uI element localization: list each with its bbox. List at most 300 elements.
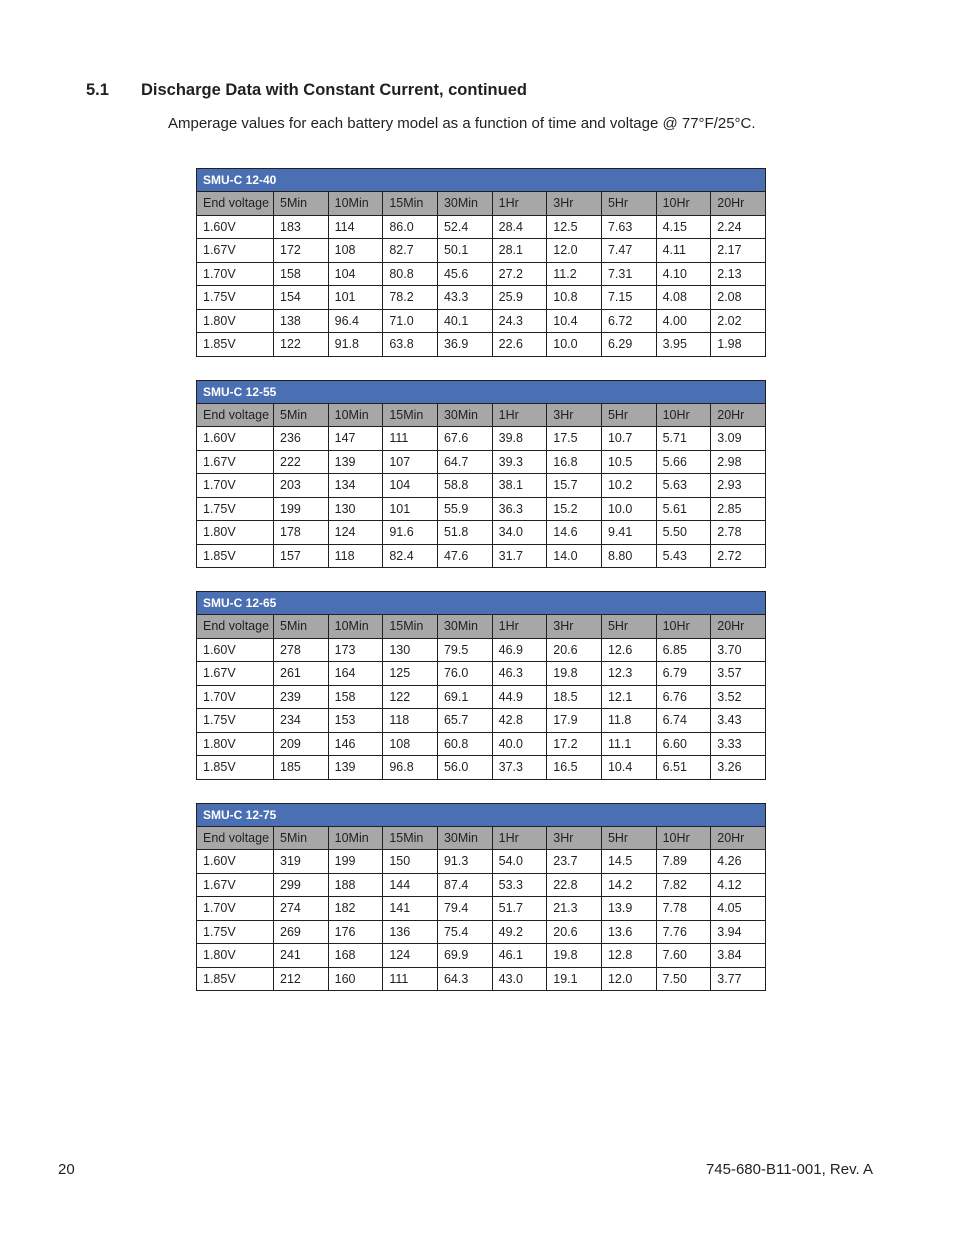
end-voltage-cell: 1.80V	[197, 521, 274, 545]
table-row	[197, 732, 766, 756]
column-header: 10Hr	[656, 403, 711, 427]
amperage-cell: 2.78	[711, 521, 766, 545]
amperage-cell: 3.52	[711, 685, 766, 709]
amperage-cell: 10.4	[601, 756, 656, 780]
discharge-table	[196, 803, 766, 992]
amperage-cell: 160	[328, 967, 383, 991]
table-row	[197, 474, 766, 498]
amperage-cell: 19.8	[547, 944, 602, 968]
amperage-cell: 3.84	[711, 944, 766, 968]
table-row	[197, 944, 766, 968]
amperage-cell: 209	[274, 732, 329, 756]
end-voltage-cell: 1.70V	[197, 897, 274, 921]
amperage-cell: 4.15	[656, 215, 711, 239]
amperage-cell: 3.26	[711, 756, 766, 780]
amperage-cell: 3.70	[711, 638, 766, 662]
amperage-cell: 46.1	[492, 944, 547, 968]
amperage-cell: 274	[274, 897, 329, 921]
column-header: 3Hr	[547, 615, 602, 639]
amperage-cell: 79.5	[437, 638, 492, 662]
amperage-cell: 17.5	[547, 427, 602, 451]
amperage-cell: 36.3	[492, 497, 547, 521]
amperage-cell: 64.7	[437, 450, 492, 474]
column-header: 3Hr	[547, 192, 602, 216]
amperage-cell: 7.89	[656, 850, 711, 874]
column-header: 10Hr	[656, 826, 711, 850]
amperage-cell: 7.47	[601, 239, 656, 263]
section-title: Discharge Data with Constant Current, continued	[141, 81, 527, 99]
column-header: 3Hr	[547, 826, 602, 850]
amperage-cell: 138	[274, 309, 329, 333]
amperage-cell: 3.94	[711, 920, 766, 944]
table-header-row	[197, 826, 766, 850]
amperage-cell: 139	[328, 756, 383, 780]
amperage-cell: 91.8	[328, 333, 383, 357]
column-header: 30Min	[437, 403, 492, 427]
end-voltage-cell: 1.67V	[197, 873, 274, 897]
amperage-cell: 203	[274, 474, 329, 498]
column-header: 20Hr	[711, 826, 766, 850]
column-header: 5Min	[274, 192, 329, 216]
amperage-cell: 20.6	[547, 638, 602, 662]
amperage-cell: 146	[328, 732, 383, 756]
end-voltage-cell: 1.70V	[197, 262, 274, 286]
discharge-table	[196, 168, 766, 357]
page-number: 20	[58, 1161, 75, 1178]
amperage-cell: 6.79	[656, 662, 711, 686]
amperage-cell: 136	[383, 920, 438, 944]
amperage-cell: 111	[383, 427, 438, 451]
discharge-table	[196, 591, 766, 780]
amperage-cell: 67.6	[437, 427, 492, 451]
table-row	[197, 685, 766, 709]
table-model-name: SMU-C 12-75	[197, 803, 766, 826]
amperage-cell: 12.1	[601, 685, 656, 709]
end-voltage-cell: 1.67V	[197, 662, 274, 686]
amperage-cell: 2.98	[711, 450, 766, 474]
amperage-cell: 19.1	[547, 967, 602, 991]
amperage-cell: 6.72	[601, 309, 656, 333]
amperage-cell: 31.7	[492, 544, 547, 568]
end-voltage-cell: 1.75V	[197, 497, 274, 521]
amperage-cell: 14.6	[547, 521, 602, 545]
amperage-cell: 134	[328, 474, 383, 498]
amperage-cell: 6.29	[601, 333, 656, 357]
column-header: 30Min	[437, 192, 492, 216]
amperage-cell: 15.7	[547, 474, 602, 498]
amperage-cell: 5.66	[656, 450, 711, 474]
table-title-row	[197, 803, 766, 826]
table-row	[197, 497, 766, 521]
amperage-cell: 6.74	[656, 709, 711, 733]
amperage-cell: 299	[274, 873, 329, 897]
section-number: 5.1	[86, 81, 109, 99]
amperage-cell: 12.0	[601, 967, 656, 991]
amperage-cell: 63.8	[383, 333, 438, 357]
table-header-row	[197, 192, 766, 216]
amperage-cell: 239	[274, 685, 329, 709]
amperage-cell: 7.78	[656, 897, 711, 921]
amperage-cell: 5.61	[656, 497, 711, 521]
amperage-cell: 130	[383, 638, 438, 662]
amperage-cell: 164	[328, 662, 383, 686]
amperage-cell: 168	[328, 944, 383, 968]
table-row	[197, 544, 766, 568]
amperage-cell: 278	[274, 638, 329, 662]
column-header: 10Hr	[656, 192, 711, 216]
amperage-cell: 16.5	[547, 756, 602, 780]
column-header: 20Hr	[711, 403, 766, 427]
amperage-cell: 52.4	[437, 215, 492, 239]
end-voltage-cell: 1.67V	[197, 239, 274, 263]
end-voltage-cell: 1.85V	[197, 544, 274, 568]
amperage-cell: 4.08	[656, 286, 711, 310]
amperage-cell: 7.50	[656, 967, 711, 991]
column-header: End voltage	[197, 403, 274, 427]
amperage-cell: 5.50	[656, 521, 711, 545]
table-title-row	[197, 380, 766, 403]
table-row	[197, 427, 766, 451]
amperage-cell: 40.0	[492, 732, 547, 756]
amperage-cell: 44.9	[492, 685, 547, 709]
amperage-cell: 150	[383, 850, 438, 874]
end-voltage-cell: 1.80V	[197, 732, 274, 756]
amperage-cell: 11.2	[547, 262, 602, 286]
column-header: End voltage	[197, 615, 274, 639]
amperage-cell: 51.7	[492, 897, 547, 921]
amperage-cell: 114	[328, 215, 383, 239]
amperage-cell: 10.2	[601, 474, 656, 498]
amperage-cell: 3.33	[711, 732, 766, 756]
amperage-cell: 7.63	[601, 215, 656, 239]
amperage-cell: 212	[274, 967, 329, 991]
column-header: 1Hr	[492, 403, 547, 427]
amperage-cell: 173	[328, 638, 383, 662]
amperage-cell: 87.4	[437, 873, 492, 897]
amperage-cell: 2.08	[711, 286, 766, 310]
column-header: 10Hr	[656, 615, 711, 639]
amperage-cell: 13.6	[601, 920, 656, 944]
amperage-cell: 7.76	[656, 920, 711, 944]
amperage-cell: 11.8	[601, 709, 656, 733]
amperage-cell: 185	[274, 756, 329, 780]
amperage-cell: 154	[274, 286, 329, 310]
amperage-cell: 75.4	[437, 920, 492, 944]
column-header: 5Min	[274, 615, 329, 639]
column-header: 5Hr	[601, 403, 656, 427]
amperage-cell: 101	[328, 286, 383, 310]
table-row	[197, 756, 766, 780]
amperage-cell: 23.7	[547, 850, 602, 874]
amperage-cell: 13.9	[601, 897, 656, 921]
amperage-cell: 47.6	[437, 544, 492, 568]
amperage-cell: 17.2	[547, 732, 602, 756]
amperage-cell: 18.5	[547, 685, 602, 709]
amperage-cell: 10.0	[601, 497, 656, 521]
table-row	[197, 662, 766, 686]
amperage-cell: 183	[274, 215, 329, 239]
amperage-cell: 60.8	[437, 732, 492, 756]
table-row	[197, 262, 766, 286]
amperage-cell: 4.10	[656, 262, 711, 286]
amperage-cell: 236	[274, 427, 329, 451]
amperage-cell: 10.0	[547, 333, 602, 357]
column-header: 5Hr	[601, 826, 656, 850]
amperage-cell: 69.1	[437, 685, 492, 709]
amperage-cell: 241	[274, 944, 329, 968]
column-header: 15Min	[383, 403, 438, 427]
end-voltage-cell: 1.85V	[197, 967, 274, 991]
amperage-cell: 2.72	[711, 544, 766, 568]
amperage-cell: 49.2	[492, 920, 547, 944]
amperage-cell: 111	[383, 967, 438, 991]
amperage-cell: 108	[328, 239, 383, 263]
amperage-cell: 24.3	[492, 309, 547, 333]
amperage-cell: 10.8	[547, 286, 602, 310]
end-voltage-cell: 1.60V	[197, 427, 274, 451]
amperage-cell: 28.1	[492, 239, 547, 263]
amperage-cell: 40.1	[437, 309, 492, 333]
amperage-cell: 39.8	[492, 427, 547, 451]
amperage-cell: 10.7	[601, 427, 656, 451]
amperage-cell: 9.41	[601, 521, 656, 545]
amperage-cell: 28.4	[492, 215, 547, 239]
column-header: 15Min	[383, 192, 438, 216]
amperage-cell: 4.11	[656, 239, 711, 263]
column-header: 30Min	[437, 615, 492, 639]
amperage-cell: 319	[274, 850, 329, 874]
amperage-cell: 22.8	[547, 873, 602, 897]
amperage-cell: 12.5	[547, 215, 602, 239]
table-row	[197, 239, 766, 263]
amperage-cell: 199	[328, 850, 383, 874]
amperage-cell: 4.26	[711, 850, 766, 874]
table-title-row	[197, 169, 766, 192]
column-header: 15Min	[383, 615, 438, 639]
column-header: 1Hr	[492, 192, 547, 216]
table-row	[197, 215, 766, 239]
end-voltage-cell: 1.75V	[197, 709, 274, 733]
amperage-cell: 91.6	[383, 521, 438, 545]
amperage-cell: 158	[328, 685, 383, 709]
amperage-cell: 80.8	[383, 262, 438, 286]
amperage-cell: 7.60	[656, 944, 711, 968]
amperage-cell: 71.0	[383, 309, 438, 333]
amperage-cell: 101	[383, 497, 438, 521]
column-header: 3Hr	[547, 403, 602, 427]
table-header-row	[197, 403, 766, 427]
amperage-cell: 22.6	[492, 333, 547, 357]
amperage-cell: 3.43	[711, 709, 766, 733]
amperage-cell: 34.0	[492, 521, 547, 545]
table-row	[197, 873, 766, 897]
end-voltage-cell: 1.67V	[197, 450, 274, 474]
end-voltage-cell: 1.85V	[197, 333, 274, 357]
amperage-cell: 234	[274, 709, 329, 733]
table-row	[197, 521, 766, 545]
amperage-cell: 64.3	[437, 967, 492, 991]
column-header: 5Hr	[601, 615, 656, 639]
amperage-cell: 82.4	[383, 544, 438, 568]
amperage-cell: 11.1	[601, 732, 656, 756]
amperage-cell: 43.0	[492, 967, 547, 991]
amperage-cell: 51.8	[437, 521, 492, 545]
amperage-cell: 20.6	[547, 920, 602, 944]
end-voltage-cell: 1.75V	[197, 920, 274, 944]
amperage-cell: 124	[328, 521, 383, 545]
table-row	[197, 309, 766, 333]
amperage-cell: 141	[383, 897, 438, 921]
end-voltage-cell: 1.60V	[197, 638, 274, 662]
discharge-tables	[196, 168, 766, 1014]
amperage-cell: 14.0	[547, 544, 602, 568]
amperage-cell: 2.17	[711, 239, 766, 263]
amperage-cell: 39.3	[492, 450, 547, 474]
amperage-cell: 69.9	[437, 944, 492, 968]
amperage-cell: 45.6	[437, 262, 492, 286]
amperage-cell: 6.76	[656, 685, 711, 709]
table-row	[197, 850, 766, 874]
amperage-cell: 122	[383, 685, 438, 709]
amperage-cell: 157	[274, 544, 329, 568]
amperage-cell: 6.60	[656, 732, 711, 756]
column-header: 20Hr	[711, 192, 766, 216]
amperage-cell: 6.85	[656, 638, 711, 662]
amperage-cell: 55.9	[437, 497, 492, 521]
amperage-cell: 3.95	[656, 333, 711, 357]
column-header: 5Min	[274, 826, 329, 850]
table-row	[197, 638, 766, 662]
table-model-name: SMU-C 12-55	[197, 380, 766, 403]
amperage-cell: 2.02	[711, 309, 766, 333]
amperage-cell: 21.3	[547, 897, 602, 921]
amperage-cell: 2.93	[711, 474, 766, 498]
amperage-cell: 82.7	[383, 239, 438, 263]
amperage-cell: 147	[328, 427, 383, 451]
end-voltage-cell: 1.60V	[197, 850, 274, 874]
column-header: 1Hr	[492, 826, 547, 850]
amperage-cell: 27.2	[492, 262, 547, 286]
table-row	[197, 333, 766, 357]
amperage-cell: 4.00	[656, 309, 711, 333]
amperage-cell: 3.57	[711, 662, 766, 686]
end-voltage-cell: 1.80V	[197, 309, 274, 333]
amperage-cell: 158	[274, 262, 329, 286]
column-header: 15Min	[383, 826, 438, 850]
column-header: 10Min	[328, 192, 383, 216]
amperage-cell: 269	[274, 920, 329, 944]
table-row	[197, 450, 766, 474]
table-title-row	[197, 592, 766, 615]
amperage-cell: 65.7	[437, 709, 492, 733]
column-header: End voltage	[197, 192, 274, 216]
column-header: End voltage	[197, 826, 274, 850]
amperage-cell: 10.4	[547, 309, 602, 333]
amperage-cell: 8.80	[601, 544, 656, 568]
amperage-cell: 2.13	[711, 262, 766, 286]
amperage-cell: 38.1	[492, 474, 547, 498]
document-id: 745-680-B11-001, Rev. A	[705, 1161, 873, 1178]
amperage-cell: 46.3	[492, 662, 547, 686]
amperage-cell: 4.12	[711, 873, 766, 897]
amperage-cell: 104	[383, 474, 438, 498]
amperage-cell: 78.2	[383, 286, 438, 310]
table-header-row	[197, 615, 766, 639]
amperage-cell: 6.51	[656, 756, 711, 780]
amperage-cell: 144	[383, 873, 438, 897]
amperage-cell: 108	[383, 732, 438, 756]
amperage-cell: 5.63	[656, 474, 711, 498]
amperage-cell: 12.6	[601, 638, 656, 662]
end-voltage-cell: 1.70V	[197, 474, 274, 498]
table-row	[197, 286, 766, 310]
amperage-cell: 199	[274, 497, 329, 521]
amperage-cell: 222	[274, 450, 329, 474]
amperage-cell: 125	[383, 662, 438, 686]
amperage-cell: 118	[328, 544, 383, 568]
amperage-cell: 19.8	[547, 662, 602, 686]
amperage-cell: 10.5	[601, 450, 656, 474]
amperage-cell: 1.98	[711, 333, 766, 357]
amperage-cell: 7.31	[601, 262, 656, 286]
amperage-cell: 153	[328, 709, 383, 733]
amperage-cell: 122	[274, 333, 329, 357]
amperage-cell: 54.0	[492, 850, 547, 874]
amperage-cell: 2.24	[711, 215, 766, 239]
amperage-cell: 5.43	[656, 544, 711, 568]
table-row	[197, 897, 766, 921]
amperage-cell: 43.3	[437, 286, 492, 310]
amperage-cell: 25.9	[492, 286, 547, 310]
amperage-cell: 104	[328, 262, 383, 286]
column-header: 1Hr	[492, 615, 547, 639]
amperage-cell: 56.0	[437, 756, 492, 780]
amperage-cell: 124	[383, 944, 438, 968]
column-header: 5Hr	[601, 192, 656, 216]
amperage-cell: 12.3	[601, 662, 656, 686]
end-voltage-cell: 1.80V	[197, 944, 274, 968]
amperage-cell: 36.9	[437, 333, 492, 357]
amperage-cell: 4.05	[711, 897, 766, 921]
amperage-cell: 182	[328, 897, 383, 921]
amperage-cell: 14.2	[601, 873, 656, 897]
table-model-name: SMU-C 12-65	[197, 592, 766, 615]
column-header: 20Hr	[711, 615, 766, 639]
amperage-cell: 96.4	[328, 309, 383, 333]
amperage-cell: 96.8	[383, 756, 438, 780]
section-heading	[86, 81, 527, 100]
amperage-cell: 130	[328, 497, 383, 521]
amperage-cell: 15.2	[547, 497, 602, 521]
amperage-cell: 172	[274, 239, 329, 263]
amperage-cell: 139	[328, 450, 383, 474]
amperage-cell: 107	[383, 450, 438, 474]
amperage-cell: 5.71	[656, 427, 711, 451]
amperage-cell: 14.5	[601, 850, 656, 874]
column-header: 5Min	[274, 403, 329, 427]
column-header: 10Min	[328, 826, 383, 850]
amperage-cell: 118	[383, 709, 438, 733]
end-voltage-cell: 1.75V	[197, 286, 274, 310]
amperage-cell: 50.1	[437, 239, 492, 263]
amperage-cell: 16.8	[547, 450, 602, 474]
end-voltage-cell: 1.60V	[197, 215, 274, 239]
discharge-table	[196, 380, 766, 569]
amperage-cell: 58.8	[437, 474, 492, 498]
amperage-cell: 42.8	[492, 709, 547, 733]
amperage-cell: 188	[328, 873, 383, 897]
amperage-cell: 3.09	[711, 427, 766, 451]
